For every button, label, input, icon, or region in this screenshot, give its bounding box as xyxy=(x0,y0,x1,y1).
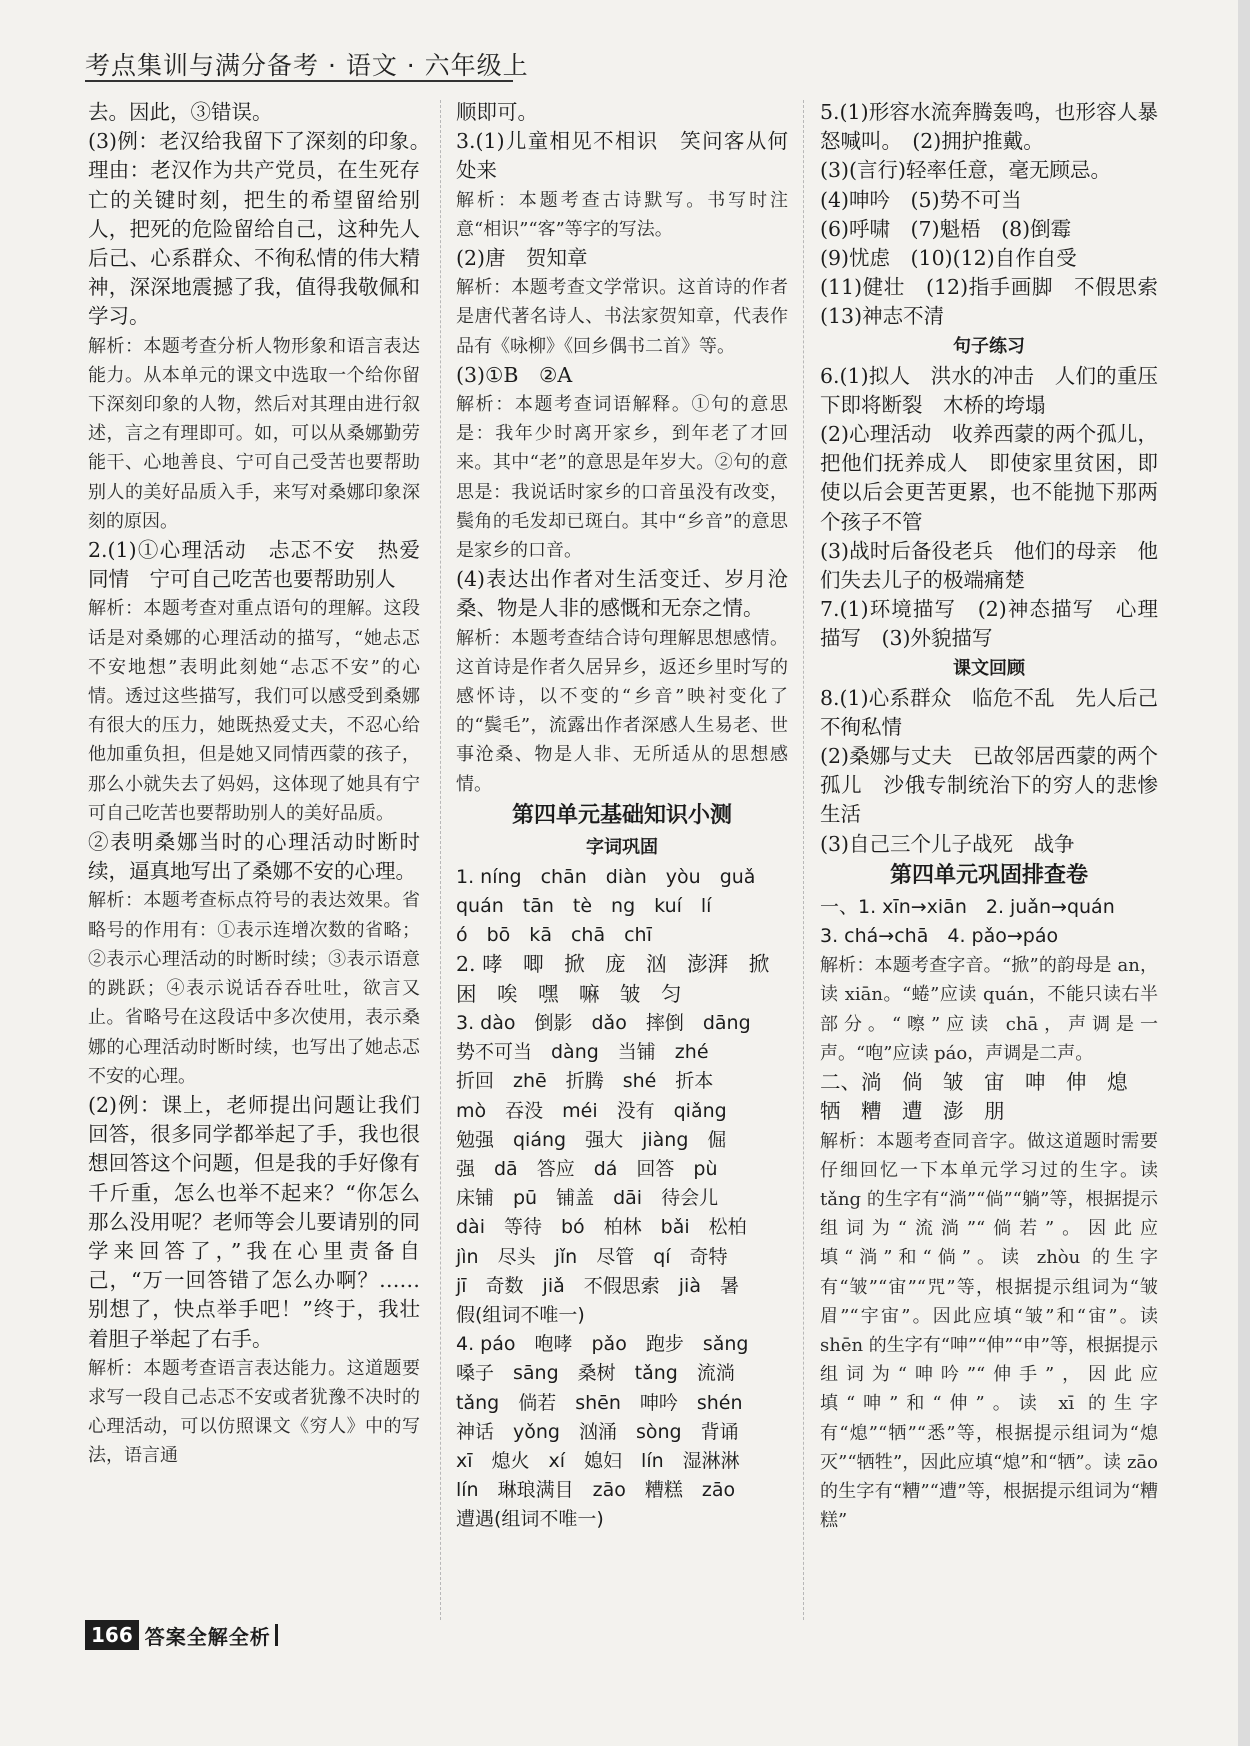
pinyin-line: jìn 尽头 jǐn 尽管 qí 奇特 xyxy=(456,1245,728,1268)
analysis-paragraph: 解析：本题考查对重点语句的理解。这段话是对桑娜的心理活动的描写，“她忐忑不安地想”表明此刻她“忐忑不安”的心情。透过这些描写，我们可以感受到桑娜有很大的压力，她既热爱丈夫，不忍心给他加重负担，但是她又同情西蒙的孩子，那么小就失去了妈妈，这体现了她具有宁可自己吃苦也要帮助别人的美好品质。 xyxy=(88,598,420,824)
pinyin-line: 假(组词不唯一) xyxy=(456,1303,585,1326)
page-header: 考点集训与满分备考 · 语文 · 六年级上 xyxy=(85,51,529,80)
pinyin-line: 3. dào 倒影 dǎo 摔倒 dāng xyxy=(456,1011,751,1034)
answer-paragraph: ②表明桑娜当时的心理活动时断时续，逼真地写出了桑娜不安的心理。 xyxy=(88,830,420,884)
page-footer xyxy=(85,1620,278,1650)
answer-line: 3. chá→chā 4. pǎo→páo xyxy=(820,925,1059,948)
analysis-paragraph: 解析：本题考查古诗默写。书写时注意“相识”“客”等字的写法。 xyxy=(456,189,788,240)
pinyin-line: dài 等待 bó 柏林 bǎi 松柏 xyxy=(456,1216,747,1239)
answer-line: (9)忧虑 (10)(12)自作自受 xyxy=(820,246,1077,271)
answer-line: (3)(言行)轻率任意，毫无顾忌。 xyxy=(820,158,1112,183)
answer-line: 2. 哮 唧 掀 庞 汹 澎湃 掀 xyxy=(456,952,770,977)
answer-line: (6)呼啸 (7)魁梧 (8)倒霉 xyxy=(820,216,1072,241)
answer-paragraph: (2)心理活动 收养西蒙的两个孤儿，把他们抚养成人 即使家里贫困，即使以后会更苦更累，也不能抛下那两个孩子不管 xyxy=(820,422,1158,534)
answer-line: 牺 糟 遭 澎 朋 xyxy=(820,1099,1005,1124)
pinyin-line: 4. páo 咆哮 pǎo 跑步 sǎng xyxy=(456,1333,749,1356)
answer-paragraph: 5.(1)形容水流奔腾轰鸣，也形容人暴怒喊叫。 (2)拥护推戴。 xyxy=(820,100,1158,154)
column-1 xyxy=(88,98,441,1471)
column-divider xyxy=(440,100,441,1620)
pinyin-line: 折回 zhē 折腾 shé 折本 xyxy=(456,1070,714,1093)
answer-paragraph: (3)战时后备役老兵 他们的母亲 他们失去儿子的极端痛楚 xyxy=(820,538,1158,593)
pinyin-line: 势不可当 dàng 当铺 zhé xyxy=(456,1041,709,1064)
analysis-paragraph: 解析：本题考查分析人物形象和语言表达能力。从本单元的课文中选取一个给你留下深刻印象的人物，然后对其理由进行叙述，言之有理即可。如，可以从桑娜勤劳能干、心地善良、宁可自己受苦也要帮助别人的美好品质入手，来写对桑娜印象深刻的原因。 xyxy=(88,335,420,532)
answer-paragraph: (3)自己三个儿子战死 战争 xyxy=(820,831,1075,856)
pinyin-line: jī 奇数 jiǎ 不假思索 jià 暑 xyxy=(456,1274,739,1297)
answer-paragraph: 6.(1)拟人 洪水的冲击 人们的重压下即将断裂 木桥的垮塌 xyxy=(820,363,1158,417)
answer-line: (4)呻吟 (5)势不可当 xyxy=(820,187,1022,212)
text-line: 去。因此，③错误。 xyxy=(88,100,273,124)
footer-bar xyxy=(275,1624,278,1646)
pinyin-line: lín 琳琅满目 zāo 糟糕 zāo xyxy=(456,1479,736,1502)
analysis-paragraph: 解析：本题考查文学常识。这首诗的作者是唐代著名诗人、书法家贺知章，代表作品有《咏柳》《回乡偶书二首》等。 xyxy=(456,277,788,357)
header-rule xyxy=(85,80,513,82)
answer-paragraph: (3)例：老汉给我留下了深刻的印象。 理由：老汉作为共产党员，在生死存亡的关键时刻，把生的希望留给别人，把死的危险留给自己，这种先人后己、心系群众、不徇私情的伟大精神，深深地震撼了我，值得我敬佩和学习。 xyxy=(88,129,441,329)
pinyin-line: 1. níng chān diàn yòu guǎ xyxy=(456,865,756,888)
subsection-title: 课文回顾 xyxy=(953,657,1025,679)
analysis-paragraph: 解析：本题考查字音。“掀”的韵母是 an，读 xiān。“蜷”应读 quán，不能只读右半部分。“嚓”应读 chā，声调是一声。“咆”应读 páo，声调是二声。 xyxy=(820,955,1158,1064)
page-edge xyxy=(1238,0,1250,1746)
analysis-paragraph: 解析：本题考查同音字。做这道题时需要仔细回忆一下本单元学习过的生字。读 tǎng 的生字有“淌”“倘”“躺”等，根据提示组词为“流淌”“倘若”。因此应填“淌”和“倘”。读 zhòu 的生字有“皱”“宙”“咒”等，根据提示组词为“皱眉”“宇宙”。因此应填“皱”和“宙”。读 shēn 的生字有“呻”“伸”“申”等，根据提示组词为“呻吟”“伸手”，因此应填“呻”和“伸”。读 xī 的生字有“熄”“牺”“悉”等，根据提示组词为“熄灭”“牺牲”，因此应填“熄”和“牺”。读 zāo 的生字有“糟”“遭”等，根据提示组词为“糟糕” xyxy=(820,1130,1159,1532)
answer-paragraph: 2.(1)①心理活动 忐忑不安 热爱 同情 宁可自己吃苦也要帮助别人 xyxy=(88,538,441,592)
pinyin-line: quán tān tè ng kuí lí xyxy=(456,895,712,918)
answer-line: 一、1. xīn→xiān 2. juǎn→quán xyxy=(820,895,1115,918)
pinyin-line: tǎng 倘若 shēn 呻吟 shén xyxy=(456,1391,743,1414)
answer-line: 困 唉 嘿 嘛 皱 匀 xyxy=(456,981,682,1006)
analysis-paragraph: 解析：本题考查语言表达能力。这道题要求写一段自己忐忑不安或者犹豫不决时的心理活动，可以仿照课文《穷人》中的写法，语言通 xyxy=(88,1357,420,1467)
analysis-paragraph: 解析：本题考查结合诗句理解思想感情。这首诗是作者久居异乡，返还乡里时写的感怀诗，以不变的“乡音”映衬变化了的“鬓毛”，流露出作者深感人生易老、世事沧桑、物是人非、无所适从的思想感情。 xyxy=(456,627,788,795)
answer-paragraph: (3)①B ②A xyxy=(456,362,573,387)
pinyin-line: xī 熄火 xí 媳妇 lín 湿淋淋 xyxy=(456,1449,740,1472)
pinyin-line: 嗓子 sāng 桑树 tǎng 流淌 xyxy=(456,1362,735,1385)
subsection-title: 字词巩固 xyxy=(586,836,658,858)
page-number: 166 xyxy=(85,1620,139,1650)
answer-paragraph: 3.(1)儿童相见不相识 笑问客从何处来 xyxy=(456,129,788,183)
answer-paragraph: (2)例：课上，老师提出问题让我们回答，很多同学都举起了手，我也很想回答这个问题，但是我的手好像有千斤重，怎么也举不起来？“你怎么那么没用呢？老师等会儿要请别的同学来回答了，”我在心里责备自己，“万一回答错了怎么办啊？……别想了，快点举手吧！”终于，我壮着胆子举起了右手。 xyxy=(88,1092,420,1351)
pinyin-line: 强 dā 答应 dá 回答 pù xyxy=(456,1157,718,1180)
pinyin-line: 遭遇(组词不唯一) xyxy=(456,1508,604,1531)
footer-label: 答案全解全析 xyxy=(144,1624,271,1649)
pinyin-line: 勉强 qiáng 强大 jiàng 倔 xyxy=(456,1128,727,1151)
analysis-paragraph: 解析：本题考查标点符号的表达效果。省略号的作用有：①表示连增次数的省略；②表示心理活动的时断时续；③表示语意的跳跃；④表示说话吞吞吐吐，欲言又止。省略号在这段话中多次使用，表示桑娜的心理活动时断时续，也写出了她忐忑不安的心理。 xyxy=(88,890,420,1087)
answer-paragraph: (2)唐 贺知章 xyxy=(456,246,588,271)
column-2 xyxy=(456,98,788,1535)
pinyin-line: mò 吞没 méi 没有 qiǎng xyxy=(456,1099,727,1122)
text-line: 顺即可。 xyxy=(456,100,538,124)
pinyin-line: 床铺 pū 铺盖 dāi 待会儿 xyxy=(456,1187,719,1210)
section-title: 第四单元基础知识小测 xyxy=(511,802,732,828)
subsection-title: 句子练习 xyxy=(953,335,1025,357)
answer-paragraph: 8.(1)心系群众 临危不乱 先人后己 不徇私情 xyxy=(820,685,1179,739)
answer-paragraph: (4)表达出作者对生活变迁、岁月沧桑、物是人非的感慨和无奈之情。 xyxy=(456,567,788,621)
column-3 xyxy=(820,98,1179,1535)
pinyin-line: ó bō kā chā chī xyxy=(456,924,652,947)
answer-paragraph: 7.(1)环境描写 (2)神态描写 心理描写 (3)外貌描写 xyxy=(820,597,1158,651)
answer-line: 二、淌 倘 皱 宙 呻 伸 熄 xyxy=(820,1070,1128,1095)
column-divider xyxy=(803,100,804,1620)
answer-paragraph: (2)桑娜与丈夫 已故邻居西蒙的两个孤儿 沙俄专制统治下的穷人的悲惨生活 xyxy=(820,744,1158,827)
analysis-paragraph: 解析：本题考查词语解释。①句的意思是：我年少时离开家乡，到年老了才回来。其中“老”的意思是年岁大。②句的意思是：我说话时家乡的口音虽没有改变，鬓角的毛发却已斑白。其中“乡音”的意思是家乡的口音。 xyxy=(456,394,788,562)
section-title: 第四单元巩固排查卷 xyxy=(889,862,1088,888)
pinyin-line: 神话 yǒng 汹涌 sòng 背诵 xyxy=(456,1420,739,1443)
answer-line: (11)健壮 (12)指手画脚 不假思索 (13)神志不清 xyxy=(820,275,1179,329)
